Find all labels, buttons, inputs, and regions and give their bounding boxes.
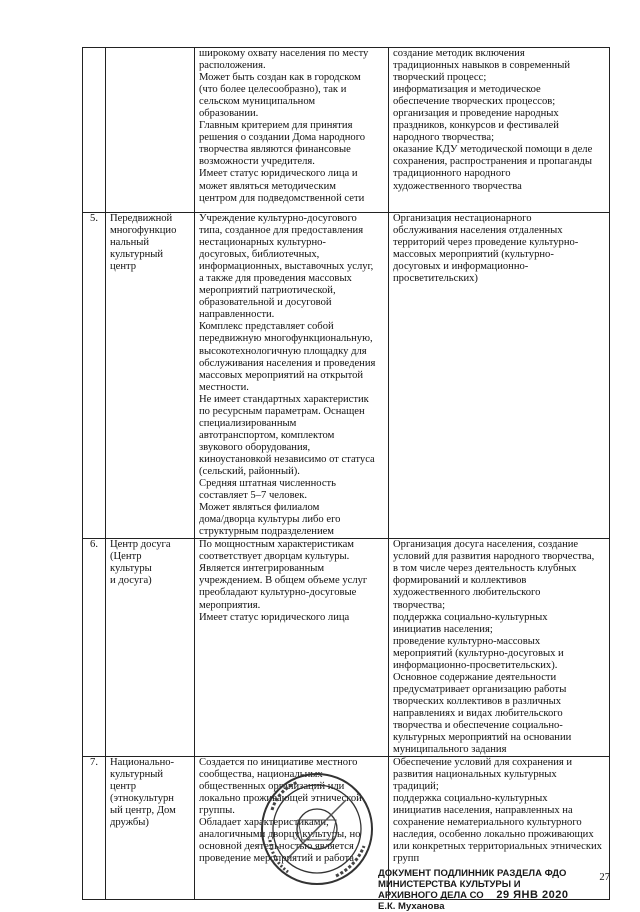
page-number: 27 [599, 872, 610, 883]
institution-description-line: Имеет статус юридического лица [199, 611, 350, 623]
institution-description-line: а также для проведения массовых [199, 273, 352, 285]
institution-functions-line: групп [393, 853, 420, 865]
institution-functions-line: праздников, конкурсов и фестивалей [393, 120, 559, 132]
institution-description-line: Обладает характеристиками, [199, 817, 329, 829]
institution-description-line: широкому охвату населения по месту [199, 48, 369, 59]
institution-description-line: направленности. [199, 309, 275, 321]
institution-description-line: сельском муниципальном [199, 96, 316, 108]
certification-stamp [378, 868, 608, 912]
institution-functions-line: Организация досуга населения, создание [393, 539, 579, 551]
stamp-line-2: МИНИСТЕРСТВА КУЛЬТУРЫ И [378, 879, 521, 890]
institution-name-line: Центр досуга [110, 539, 171, 551]
institution-functions-line: информатизация и методическое [393, 84, 541, 96]
institution-functions-line: Обеспечение условий для сохранения и [393, 757, 573, 769]
institution-functions-line: поддержка социально-культурных [393, 793, 548, 805]
institution-functions-line: сохранения, распространения и пропаганды [393, 156, 593, 168]
institution-name-cell [106, 48, 195, 213]
institution-description-line: Учреждение культурно-досугового [199, 213, 357, 224]
institution-description-line: киноустановкой независимо от статуса [199, 453, 375, 465]
table-row [83, 539, 610, 757]
institution-description-line: возможности учредителя. [199, 156, 315, 168]
institution-functions-line: или конкретных территориальных этнических [393, 841, 602, 853]
institution-functions-line: культурных мероприятий на основании [393, 732, 572, 744]
institution-description-line: общественных организаций или [199, 781, 345, 793]
institution-description-line: типа, созданное для предоставления [199, 225, 364, 237]
institution-description-line: досуговых, библиотечных, [199, 249, 320, 261]
institution-functions-line: традиционного народного [393, 168, 511, 180]
institution-functions-line: условий для развития народного творчества, [393, 551, 595, 563]
institution-functions-cell [389, 213, 610, 539]
stamp-line-3-text: АРХИВНОГО ДЕЛА СО [378, 890, 484, 901]
institution-description-line: Комплекс представляет собой [199, 321, 334, 333]
round-seal-stamp [258, 770, 376, 888]
institution-name-line: центр [110, 261, 137, 273]
stamp-line-1: ДОКУМЕНТ ПОДЛИННИК РАЗДЕЛА ФДО [378, 868, 567, 879]
row-number-cell [83, 213, 106, 539]
institution-functions-cell [389, 48, 610, 213]
table-row [83, 48, 610, 213]
institution-functions-line: просветительских) [393, 273, 478, 285]
institution-description-line: по ресурсным параметрам. Оснащен [199, 405, 365, 417]
institution-description-line: решения о создании Дома народного [199, 132, 366, 144]
institution-functions-line: проведение культурно-массовых [393, 635, 541, 647]
institution-functions-line: инициатив населения; [393, 623, 493, 635]
institution-description-line: звукового оборудования, [199, 441, 311, 453]
institution-description-line: образовательной и досуговой [199, 297, 332, 309]
institution-description-line: Имеет статус юридического лица и [199, 168, 358, 180]
row-number-cell [83, 539, 106, 757]
institution-name-cell [106, 757, 195, 900]
institution-functions-line: инициатив населения, направленных на [393, 805, 573, 817]
institution-name-line: культуры [110, 563, 152, 575]
institution-name-line: культурный [110, 249, 164, 261]
institution-functions-line: оказание КДУ методической помощи в деле [393, 144, 593, 156]
institution-name-cell [106, 213, 195, 539]
institution-description-line: Является интегрированным [199, 563, 325, 575]
institution-description-line: может являться методическим [199, 180, 336, 192]
row-number-cell [83, 48, 106, 213]
institution-functions-line: формирований и коллективов [393, 575, 527, 587]
institution-description-line: Средняя штатная численность [199, 478, 336, 490]
institution-description-line: структурным подразделением [199, 526, 335, 538]
institution-description-line: мероприятия. [199, 599, 261, 611]
institution-functions-line: творческий процесс; [393, 72, 487, 84]
institution-description-line: локально проживающей этнической [199, 793, 362, 805]
institution-description-line: нестационарных культурно- [199, 237, 326, 249]
institution-name-line: и досуга) [110, 575, 152, 587]
institution-description-line: проведение мероприятий и работа [199, 853, 354, 865]
institution-description-line: высокотехнологичную площадку для [199, 345, 367, 357]
institution-name-line: (Центр [110, 551, 142, 563]
institution-functions-line: направлениях и видах любительского [393, 707, 563, 719]
stamp-date: 29 ЯНВ 2020 [496, 889, 569, 901]
institution-functions-line: художественного творчества [393, 180, 522, 192]
institution-description-line: составляет 5–7 человек. [199, 490, 308, 502]
institution-description-line: преобладают культурно-досуговые [199, 587, 357, 599]
institution-name-line: дружбы) [110, 817, 149, 829]
institution-description-line: образовании. [199, 108, 259, 120]
institution-name-line: Передвижной [110, 213, 173, 224]
institution-description-line: расположения. [199, 60, 266, 72]
institution-name-line: (этнокультурн [110, 793, 174, 805]
institution-description-line: учреждением. В общем объеме услуг [199, 575, 368, 587]
institution-functions-line: народного творчества; [393, 132, 495, 144]
row-number: 7. [90, 757, 98, 769]
institution-description-line: местности. [199, 381, 249, 393]
institution-description-line: группы. [199, 805, 235, 817]
institution-name-line: нальный [110, 237, 150, 249]
institution-description-line: информационных, выставочных услуг, [199, 261, 374, 273]
institution-functions-line: массовых мероприятий (культурно- [393, 249, 554, 261]
institution-description-line: сообщества, национальных [199, 769, 323, 781]
institution-functions-line: поддержка социально-культурных [393, 611, 548, 623]
row-number: 6. [90, 539, 98, 551]
institution-name-line: многофункцио [110, 225, 177, 237]
institution-functions-line: в том числе через деятельность клубных [393, 563, 577, 575]
institution-description-line: передвижную многофункциональную, [199, 333, 373, 345]
institution-description-line: По мощностным характеристикам [199, 539, 355, 551]
institution-description-line: соответствует дворцам культуры. [199, 551, 350, 563]
institution-functions-line: создание методик включения [393, 48, 525, 59]
institution-description-line: мероприятий патриотической, [199, 285, 336, 297]
institution-functions-line: развития национальных культурных [393, 769, 557, 781]
institution-description-line: Главным критерием для принятия [199, 120, 353, 132]
institution-description-line: массовых мероприятий на открытой [199, 369, 364, 381]
institution-description-line: дома/дворца культуры либо его [199, 514, 341, 526]
institution-functions-line: территорий через проведение культурно- [393, 237, 579, 249]
institution-name-cell [106, 539, 195, 757]
table-row [83, 213, 610, 539]
institution-description-line: обслуживания населения и проведения [199, 357, 376, 369]
institution-name-line: Национально- [110, 757, 175, 769]
institution-functions-line: муниципального задания [393, 744, 507, 756]
institution-functions-line: предусматривает организацию работы [393, 683, 567, 695]
institution-description-line: (что более целесообразно), так и [199, 84, 347, 96]
institution-functions-line: художественного любительского [393, 587, 541, 599]
institution-functions-line: наследия, особенно локально проживающих [393, 829, 594, 841]
institution-description-line: основной деятельностью является [199, 841, 354, 853]
institution-description-line: Может быть создан как в городском [199, 72, 361, 84]
institution-functions-line: традиций; [393, 781, 439, 793]
institution-name-line: ый центр, Дом [110, 805, 176, 817]
institution-functions-line: обслуживания населения отдаленных [393, 225, 563, 237]
institution-functions-line: информационно-просветительских). [393, 659, 558, 671]
institution-description-line: Создается по инициативе местного [199, 757, 358, 769]
institution-description-cell [195, 213, 389, 539]
institution-functions-cell [389, 539, 610, 757]
institution-functions-line: сохранение нематериального культурного [393, 817, 582, 829]
stamp-line-3 [378, 890, 608, 901]
institution-functions-line: досуговых и информационно- [393, 261, 529, 273]
institution-description-line: специализированным [199, 417, 297, 429]
row-number-cell [83, 757, 106, 900]
row-number: 5. [90, 213, 98, 224]
institution-description-line: Не имеет стандартных характеристик [199, 393, 369, 405]
institution-functions-line: Организация нестационарного [393, 213, 532, 224]
institution-functions-line: творчества и обеспечение социально- [393, 719, 563, 731]
institution-description-line: автотранспортом, комплектом [199, 429, 335, 441]
institution-functions-line: мероприятий (культурно-досуговых и [393, 647, 564, 659]
institution-description-cell [195, 48, 389, 213]
institution-description-line: аналогичными дворцу культуры, но [199, 829, 361, 841]
institution-functions-line: Основное содержание деятельности [393, 671, 557, 683]
institution-description-line: Может являться филиалом [199, 502, 320, 514]
institution-functions-line: творчества; [393, 599, 446, 611]
institution-description-line: (сельский, районный). [199, 465, 300, 477]
institution-description-line: центром для подведомственной сети [199, 192, 365, 204]
institution-functions-line: традиционных навыков в современный [393, 60, 571, 72]
stamp-signature: Е.К. Муханова [378, 901, 445, 912]
institution-functions-line: обеспечение творческих процессов; [393, 96, 556, 108]
institution-description-line: творчества являются финансовые [199, 144, 351, 156]
institution-name-line: центр [110, 781, 137, 793]
institution-functions-line: организация и проведение народных [393, 108, 559, 120]
institution-functions-line: творческих коллективов в различных [393, 695, 562, 707]
institution-description-cell [195, 539, 389, 757]
institution-name-line: культурный [110, 769, 164, 781]
